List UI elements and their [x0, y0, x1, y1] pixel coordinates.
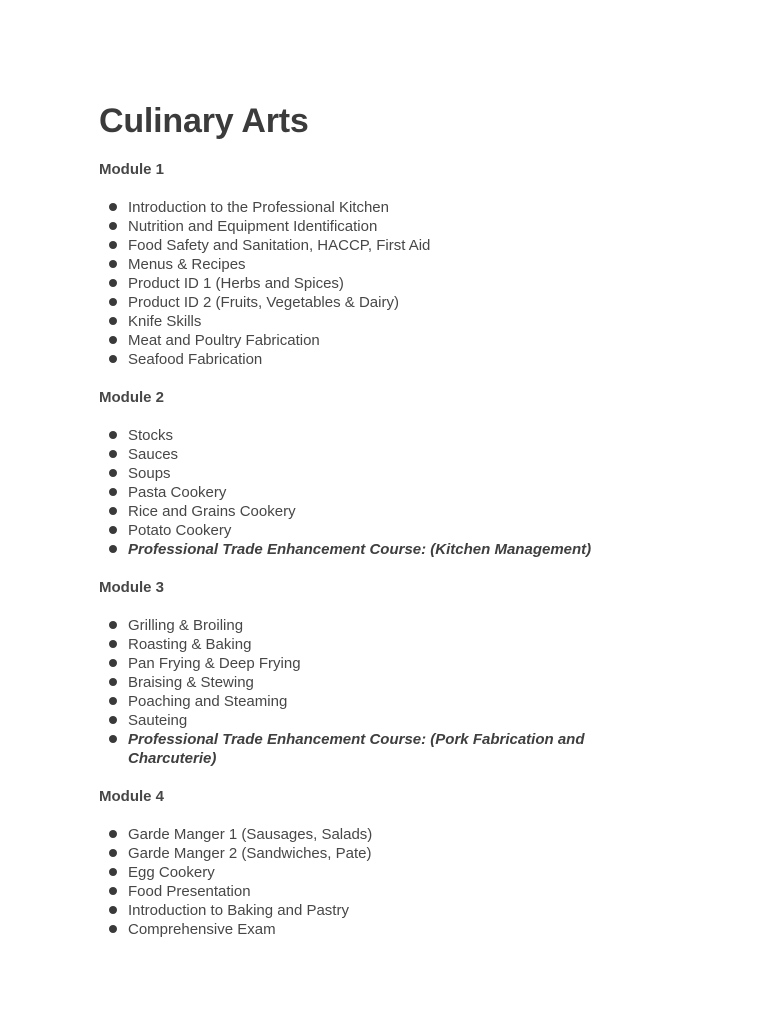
module-1-list: [99, 198, 669, 369]
list-item: Food Presentation: [99, 882, 638, 901]
bullet-icon: [109, 925, 117, 933]
bullet-icon: [109, 621, 117, 629]
module-3-section: [99, 578, 669, 768]
list-item: Garde Manger 1 (Sausages, Salads): [99, 825, 638, 844]
module-heading: Module 4: [99, 788, 165, 805]
bullet-icon: [109, 640, 117, 648]
module-3-list: [99, 616, 669, 768]
page-title: Culinary Arts: [99, 102, 309, 140]
bullet-icon: [109, 849, 117, 857]
bullet-icon: [109, 507, 117, 515]
bullet-icon: [109, 830, 117, 838]
list-item: Egg Cookery: [99, 863, 638, 882]
list-item: Comprehensive Exam: [99, 920, 638, 939]
bullet-icon: [109, 678, 117, 686]
module-2-list: [99, 426, 669, 559]
list-item: Garde Manger 2 (Sandwiches, Pate): [99, 844, 638, 863]
bullet-icon: [109, 887, 117, 895]
bullet-icon: [109, 716, 117, 724]
bullet-icon: [109, 469, 117, 477]
bullet-icon: [109, 222, 117, 230]
bullet-icon: [109, 279, 117, 287]
list-item: Introduction to the Professional Kitchen: [99, 198, 638, 217]
list-item: Menus & Recipes: [99, 255, 638, 274]
list-item: Introduction to Baking and Pastry: [99, 901, 638, 920]
bullet-icon: [109, 260, 117, 268]
list-item: Braising & Stewing: [99, 673, 638, 692]
bullet-icon: [109, 906, 117, 914]
bullet-icon: [109, 659, 117, 667]
bullet-icon: [109, 450, 117, 458]
list-item: Grilling & Broiling: [99, 616, 638, 635]
bullet-icon: [109, 488, 117, 496]
bullet-icon: [109, 203, 117, 211]
module-heading: Module 1: [99, 161, 165, 178]
list-item: Sauteing: [99, 711, 638, 730]
list-item: Roasting & Baking: [99, 635, 638, 654]
bullet-icon: [109, 526, 117, 534]
list-item: Nutrition and Equipment Identification: [99, 217, 638, 236]
bullet-icon: [109, 868, 117, 876]
module-4-list: [99, 825, 669, 939]
list-item: Soups: [99, 464, 638, 483]
list-item: Seafood Fabrication: [99, 350, 638, 369]
list-item: Rice and Grains Cookery: [99, 502, 638, 521]
bullet-icon: [109, 735, 117, 743]
list-item: Stocks: [99, 426, 638, 445]
bullet-icon: [109, 317, 117, 325]
list-item: Product ID 2 (Fruits, Vegetables & Dairy): [99, 293, 638, 312]
bullet-icon: [109, 431, 117, 439]
list-item: Potato Cookery: [99, 521, 638, 540]
list-item: Knife Skills: [99, 312, 638, 331]
list-item: Product ID 1 (Herbs and Spices): [99, 274, 638, 293]
module-heading: Module 2: [99, 389, 165, 406]
list-item-emphasized: Professional Trade Enhancement Course: (Kitchen Management): [99, 540, 638, 559]
bullet-icon: [109, 241, 117, 249]
list-item: Poaching and Steaming: [99, 692, 638, 711]
list-item: Sauces: [99, 445, 638, 464]
module-heading: Module 3: [99, 579, 165, 596]
module-4-section: [99, 787, 669, 939]
module-1-section: [99, 160, 669, 369]
module-2-section: [99, 388, 669, 559]
bullet-icon: [109, 545, 117, 553]
list-item: Pasta Cookery: [99, 483, 638, 502]
bullet-icon: [109, 697, 117, 705]
bullet-icon: [109, 298, 117, 306]
list-item: Pan Frying & Deep Frying: [99, 654, 638, 673]
bullet-icon: [109, 336, 117, 344]
list-item: Food Safety and Sanitation, HACCP, First Aid: [99, 236, 638, 255]
list-item: Meat and Poultry Fabrication: [99, 331, 638, 350]
bullet-icon: [109, 355, 117, 363]
list-item-emphasized: Professional Trade Enhancement Course: (Pork Fabrication and Charcuterie): [99, 730, 638, 768]
